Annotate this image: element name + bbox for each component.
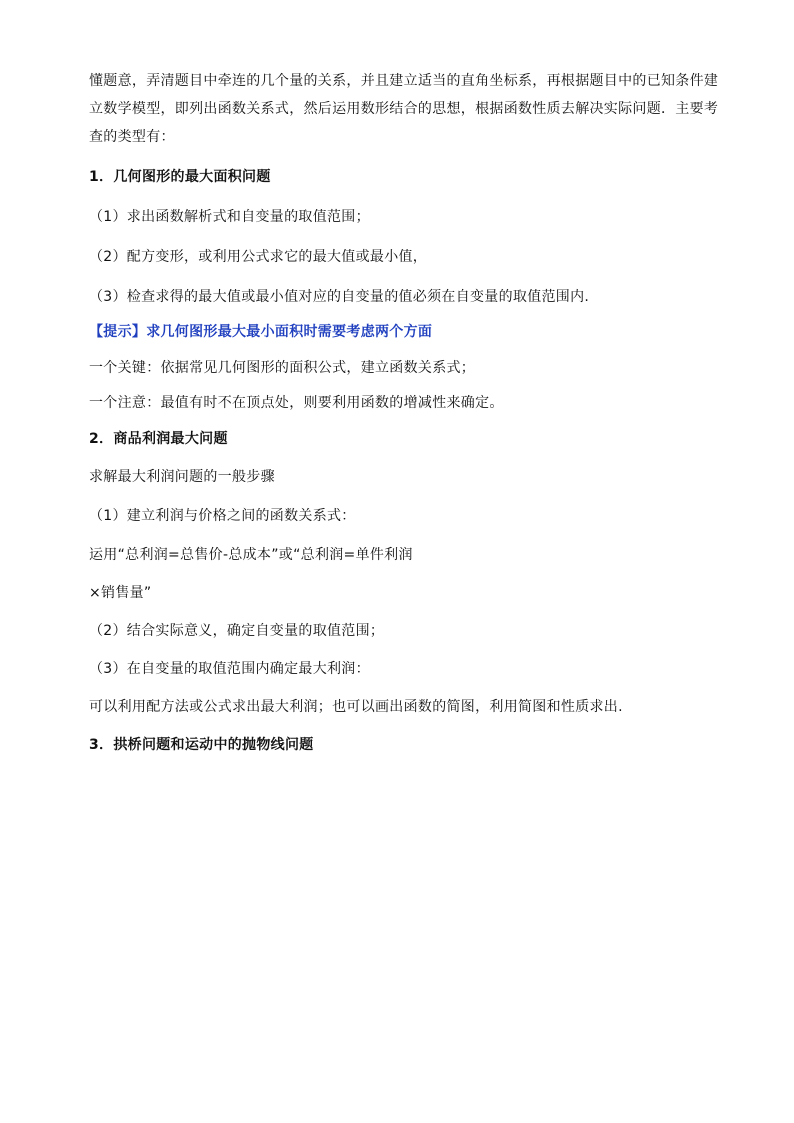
section-2-subtitle: 求解最大利润问题的一般步骤 (89, 469, 275, 485)
section-2-step-2: （2）结合实际意义，确定自变量的取值范围； (89, 623, 385, 639)
hint-line (89, 323, 709, 342)
hint-text: 求几何图形最大最小面积时需要考虑两个方面 (146, 324, 433, 340)
intro-line-2: 立数学模型，即列出函数关系式，然后运用数形结合的思想，根据函数性质去解决实际问题．主要考 (89, 101, 719, 117)
section-2-heading: 2．商品利润最大问题 (89, 431, 228, 447)
section-2-conclusion: 可以利用配方法或公式求出最大利润；也可以画出函数的简图，利用简图和性质求出. (89, 699, 623, 715)
document-page (89, 72, 719, 755)
section-1-step-3: （3）检查求得的最大值或最小值对应的自变量的值必须在自变量的取值范围内. (89, 289, 590, 305)
section-2-step-1: （1）建立利润与价格之间的函数关系式： (89, 508, 356, 524)
hint-point-2: 一个注意：最值有时不在顶点处，则要利用函数的增减性来确定。 (89, 395, 504, 411)
section-3-heading: 3．拱桥问题和运动中的抛物线问题 (89, 737, 314, 753)
section-2-step-3: （3）在自变量的取值范围内确定最大利润： (89, 661, 370, 677)
section-1-heading: 1．几何图形的最大面积问题 (89, 169, 271, 185)
section-2-formula-line-1: 运用“总利润=总售价-总成本”或“总利润=单件利润 (89, 547, 413, 563)
section-1-step-2: （2）配方变形，或利用公式求它的最大值或最小值， (89, 249, 428, 265)
intro-line-1: 懂题意，弄清题目中牵连的几个量的关系，并且建立适当的直角坐标系，再根据题目中的已知条件建 (89, 73, 719, 89)
hint-tag: 【提示】 (89, 324, 147, 340)
intro-line-3: 查的类型有： (89, 129, 175, 145)
intro-paragraph (89, 72, 719, 147)
hint-point-1: 一个关键：依据常见几何图形的面积公式，建立函数关系式； (89, 360, 476, 376)
section-2-formula-line-2: ×销售量” (89, 585, 152, 601)
section-1-step-1: （1）求出函数解析式和自变量的取值范围； (89, 209, 370, 225)
